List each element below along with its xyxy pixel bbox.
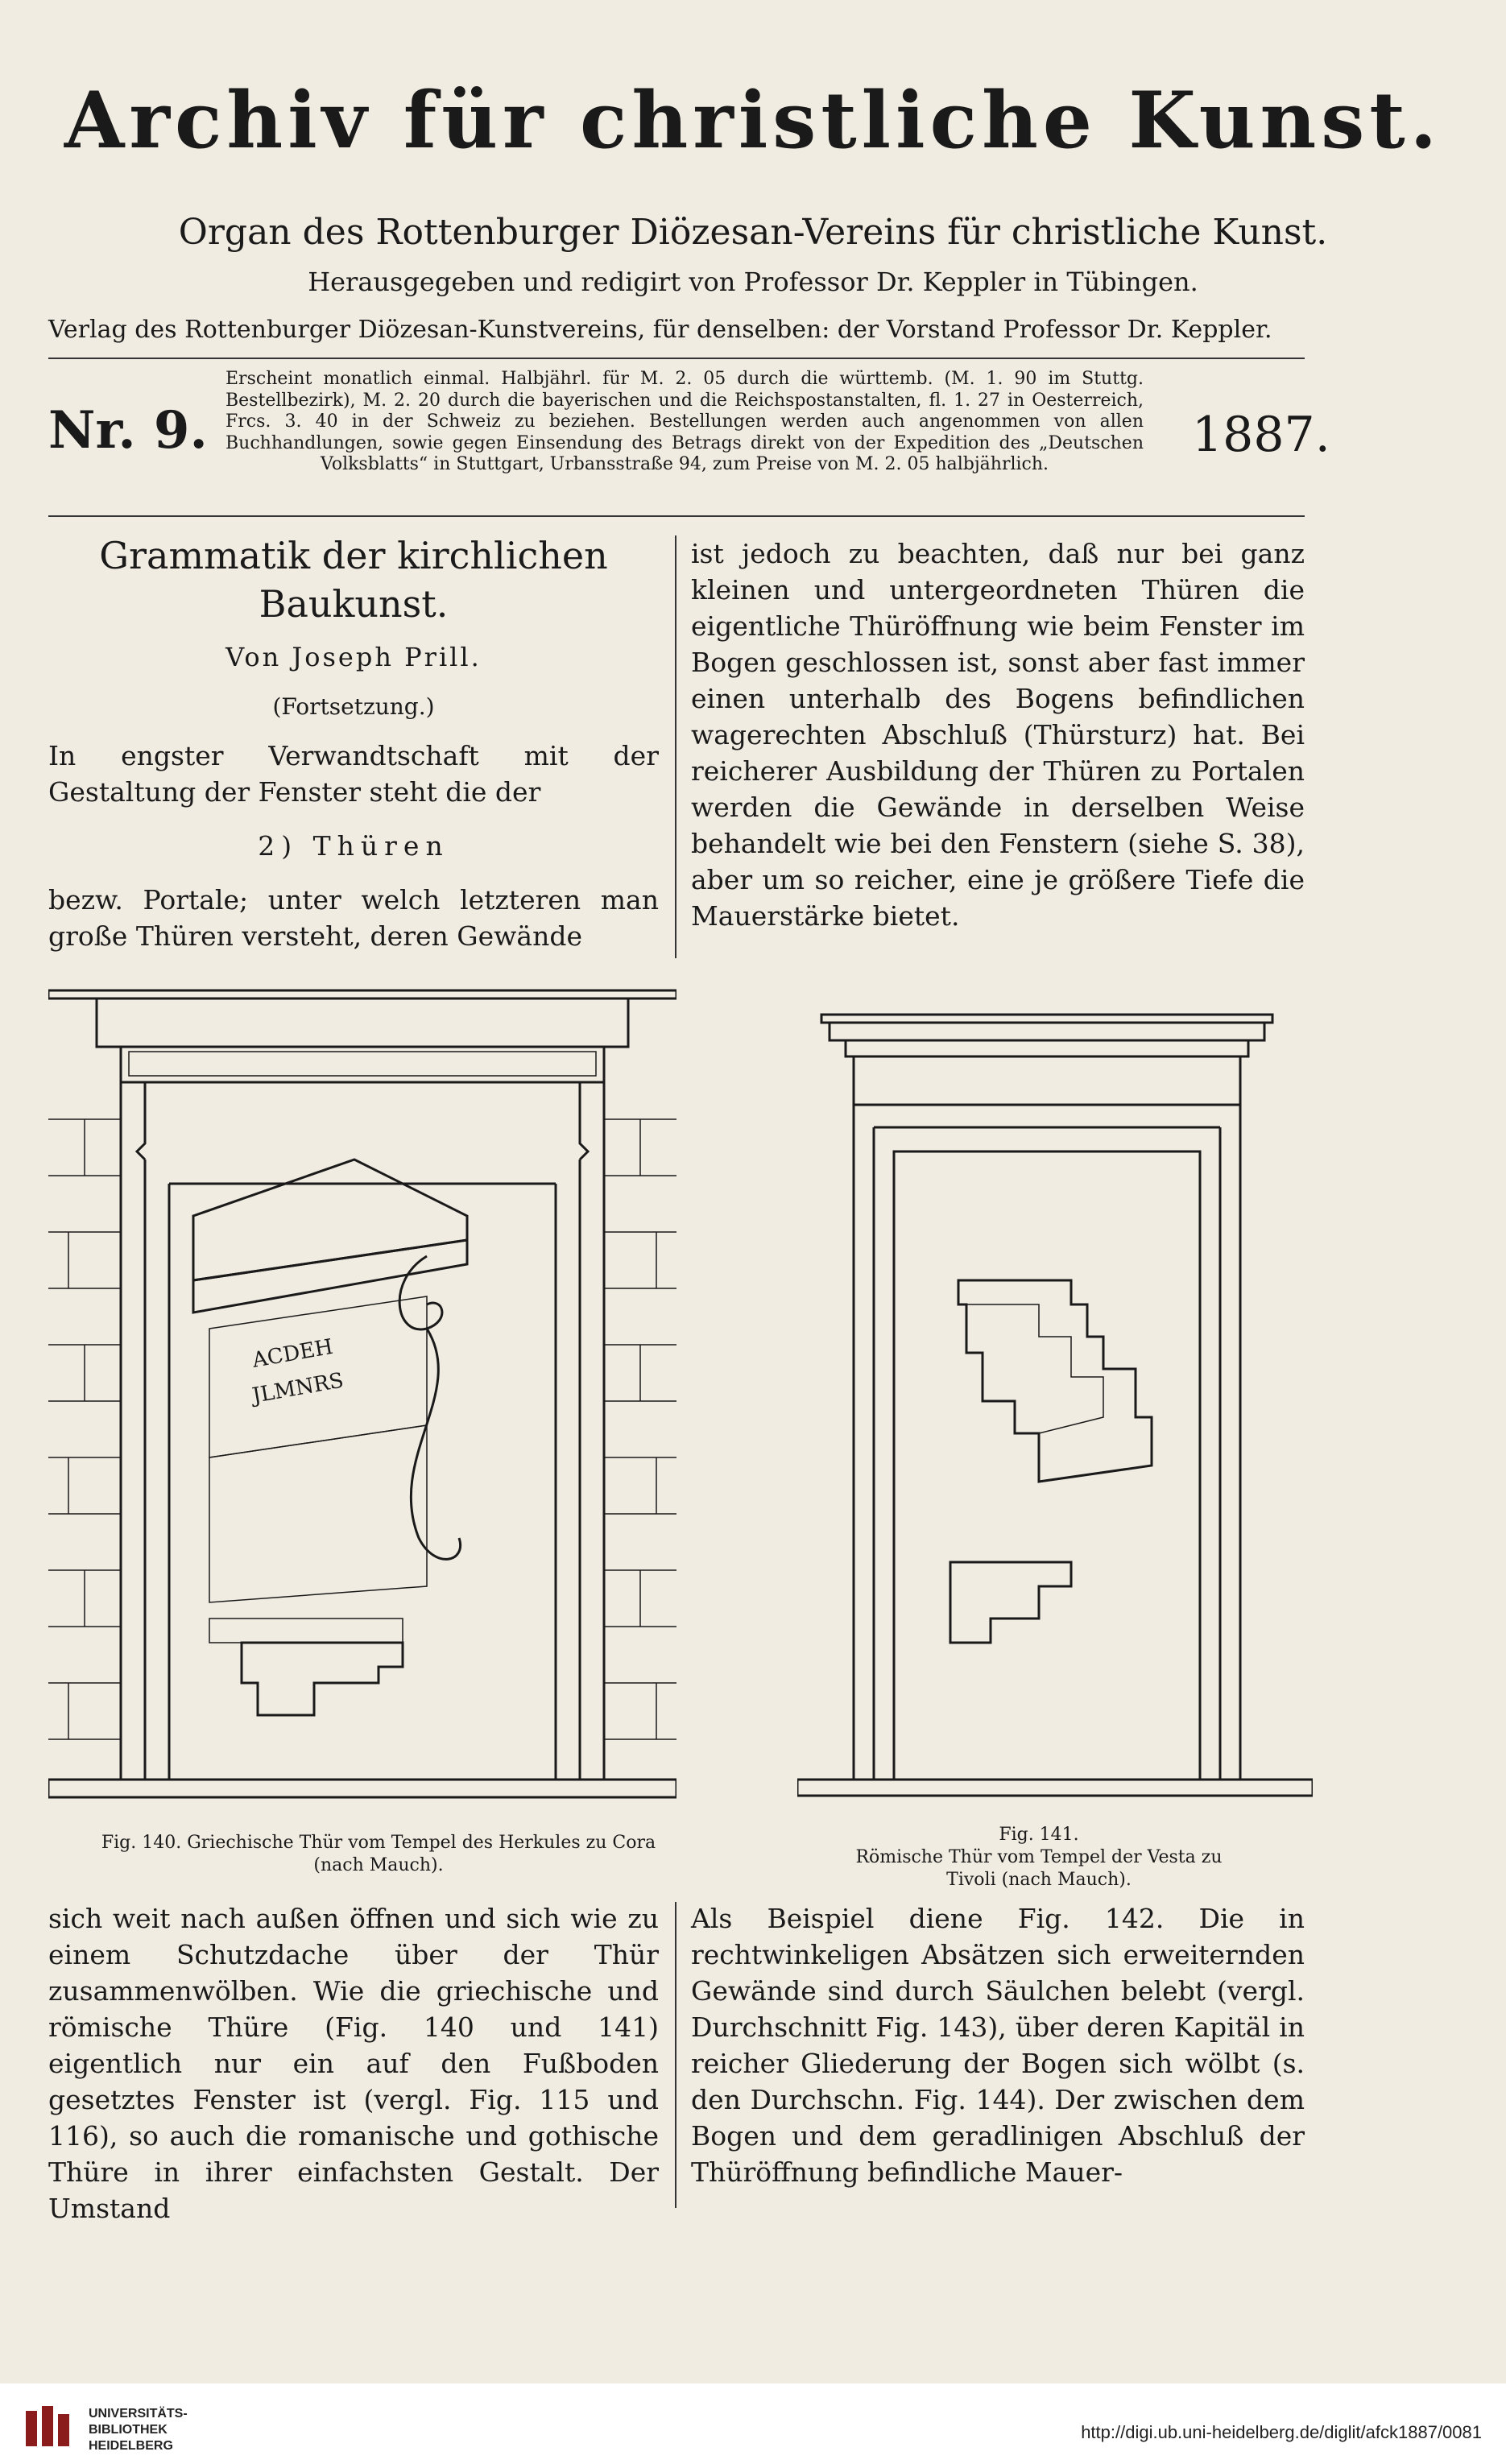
article-author: Von Joseph Prill.	[225, 642, 482, 672]
header-rule-top	[48, 358, 1305, 359]
journal-subtitle: Organ des Rottenburger Diözesan-Vereins für christliche Kunst.	[178, 212, 1328, 253]
fig140-inscription-1: ACDEH	[250, 1334, 335, 1373]
fig140-illustration	[48, 974, 676, 1804]
logo-line-3: HEIDELBERG	[89, 2439, 173, 2453]
column-divider-top	[675, 535, 676, 958]
left-column-top	[48, 531, 659, 954]
column-divider-bottom	[675, 1902, 676, 2208]
section-heading: 2) Thüren	[258, 830, 449, 862]
fig141-caption: Römische Thür vom Tempel der Vesta zu Tivoli (nach Mauch).	[855, 1847, 1223, 1890]
fig140-inscription-2: JLMNRS	[250, 1368, 345, 1408]
continued-note: (Fortsetzung.)	[272, 693, 435, 720]
fig141-illustration	[797, 998, 1313, 1804]
logo-line-1: UNIVERSITÄTS-	[89, 2407, 188, 2421]
intro-paragraph: In engster Verwandtschaft mit der Gestaltung der Fenster steht die der	[48, 740, 659, 808]
left-top-text: bezw. Portale; unter welch letzteren man große Thüren versteht, deren Gewände	[48, 884, 659, 952]
logo-line-2: BIBLIOTHEK	[89, 2423, 168, 2437]
article-title: Grammatik der kirchlichen Baukunst.	[99, 534, 608, 626]
permalink-url[interactable]: http://digi.ub.uni-heidelberg.de/diglit/afck1887/0081	[1081, 2422, 1482, 2442]
issue-number: Nr. 9.	[48, 400, 208, 461]
right-column-bottom	[691, 1900, 1305, 2190]
volute-console	[399, 1256, 460, 1559]
left-bottom-text: sich weit nach außen öffnen und sich wie zu einem Schutzdache über der Thür zusammenwölben. Wie die griechische und römische Thüre (Fig. 140 und 141) eigentlich nur ein auf den Fußboden gesetztes Fenster ist (vergl. Fig. 115 und 116), so auch die romanische und gothische Thüre in ihrer einfachsten Gestalt. Der Umstand	[48, 1903, 659, 2224]
subscription-notice: Erscheint monatlich einmal. Halbjährl. für M. 2. 05 durch die württemb. (M. 1. 90 im Stuttg. Bestellbezirk), M. 2. 20 durch die bayerischen und die Reichspostanstalten, fl. 1. 27 in Oesterreich, Frcs. 3. 40 in der Schweiz zu beziehen. Bestellungen werden auch angenommen von allen Buchhandlungen, sowie gegen Einsendung des Betrags direkt von der Expedition des „Deutschen Volksblatts“ in Stuttgart, Urbansstraße 94, zum Preise von M. 2. 05 halbjährlich.	[225, 369, 1144, 474]
issue-year: 1887.	[1192, 407, 1330, 463]
fig141-label: Fig. 141.	[999, 1825, 1079, 1845]
header-rule-bottom	[48, 515, 1305, 517]
left-column-bottom	[48, 1900, 659, 2226]
editor-line: Herausgegeben und redigirt von Professor Dr. Keppler in Tübingen.	[308, 267, 1198, 297]
right-top-text: ist jedoch zu beachten, daß nur bei ganz kleinen und untergeordneten Thüren die eigentliche Thüröffnung wie beim Fenster im Bogen geschlossen ist, sonst aber fast immer einen unterhalb des Bogens befindlichen wagerechten Abschluß (Thürsturz) hat. Bei reicherer Ausbildung der Thüren zu Portalen werden die Gewände in derselben Weise behandelt wie bei den Fenstern (siehe S. 38), aber um so reicher, eine je größere Tiefe die Mauerstärke bietet.	[691, 538, 1305, 932]
publisher-line: Verlag des Rottenburger Diözesan-Kunstvereins, für denselben: der Vorstand Professor Dr. Keppler.	[48, 316, 1272, 344]
journal-title: Archiv für christliche Kunst.	[64, 75, 1442, 166]
library-logo-icon	[23, 2403, 79, 2451]
right-bottom-text: Als Beispiel diene Fig. 142. Die in rechtwinkeligen Absätzen sich erweiternden Gewände sind durch Säulchen belebt (vergl. Durchschnitt Fig. 143), über deren Kapitäl in reicher Gliederung der Bogen sich wölbt (s. den Durchschn. Fig. 144). Der zwischen dem Bogen und dem geradlinigen Abschluß der Thüröffnung befindliche Mauer-	[691, 1903, 1305, 2188]
library-logo-text	[89, 2406, 188, 2454]
right-column-top	[691, 535, 1305, 934]
fig140-caption: Fig. 140. Griechische Thür vom Tempel des Herkules zu Cora (nach Mauch).	[101, 1833, 656, 1875]
